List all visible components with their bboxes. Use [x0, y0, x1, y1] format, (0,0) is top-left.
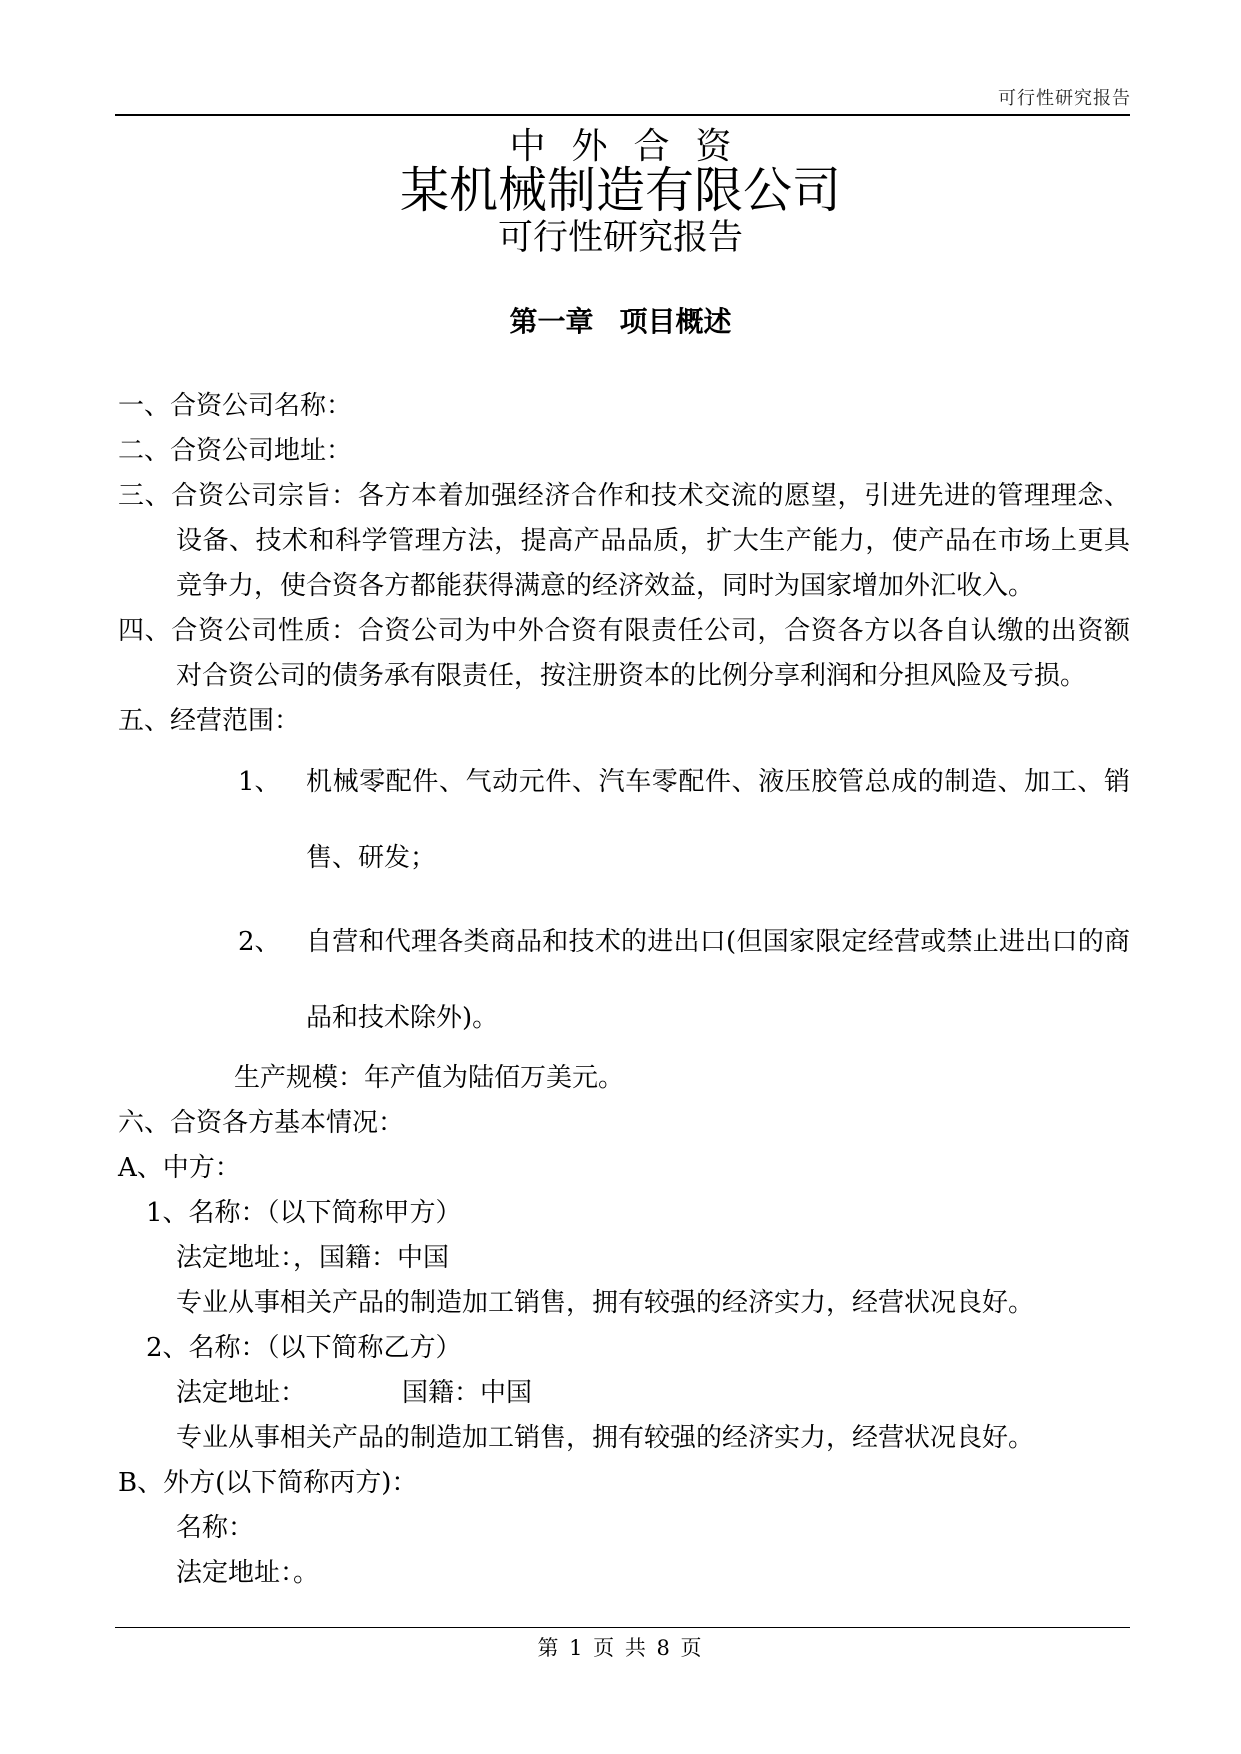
- footer-rule: [115, 1627, 1130, 1628]
- party-2-name: 2、名称：（以下简称乙方）: [146, 1333, 462, 1363]
- document-body: [118, 384, 1130, 1596]
- scope-item-text: 自营和代理各类商品和技术的进出口(但国家限定经营或禁止进出口的商品和技术除外)。: [306, 927, 1130, 1033]
- section-4: 四、合资公司性质：合资公司为中外合资有限责任公司，合资各方以各自认缴的出资额对合资公司的债务承有限责任，按注册资本的比例分享利润和分担风险及亏损。: [118, 616, 1130, 691]
- chapter-heading: [0, 300, 1241, 340]
- page-number: 第 1 页 共 8 页: [537, 1636, 704, 1660]
- running-header: 可行性研究报告: [998, 88, 1131, 109]
- scope-item: [118, 904, 1130, 1056]
- section-6: 六、合资各方基本情况：: [118, 1108, 405, 1138]
- party-2-address: [118, 1371, 1130, 1416]
- party-2-nationality: 国籍：中国: [402, 1378, 533, 1408]
- party-b-label: B、外方(以下简称丙方)：: [118, 1468, 418, 1498]
- production-scale: 生产规模：年产值为陆佰万美元。: [234, 1063, 625, 1093]
- chapter-number: 第一章: [509, 305, 594, 338]
- scope-item-number: 1、: [238, 767, 281, 797]
- scope-item-number: 2、: [238, 927, 281, 957]
- section-5: 五、经营范围：: [118, 706, 301, 736]
- scope-item: [118, 744, 1130, 896]
- party-3-address: 法定地址：。: [176, 1558, 320, 1588]
- chapter-name: 项目概述: [619, 305, 732, 338]
- title-line-1: 中外合资: [509, 126, 758, 167]
- party-2-address-label: 法定地址：: [176, 1378, 307, 1408]
- party-1-description: 专业从事相关产品的制造加工销售，拥有较强的经济实力，经营状况良好。: [176, 1288, 1035, 1318]
- party-3-name: 名称：: [176, 1513, 255, 1543]
- header-rule: [115, 114, 1130, 116]
- party-1-name: 1、名称：（以下简称甲方）: [146, 1198, 462, 1228]
- party-2-description: 专业从事相关产品的制造加工销售，拥有较强的经济实力，经营状况良好。: [176, 1423, 1035, 1453]
- party-1-address: 法定地址：，国籍：中国: [176, 1243, 450, 1273]
- title-line-2: 某机械制造有限公司: [399, 162, 841, 219]
- title-line-3: 可行性研究报告: [497, 218, 743, 258]
- section-2: 二、合资公司地址：: [118, 436, 353, 466]
- party-a-label: A、中方：: [118, 1153, 241, 1183]
- section-3: 三、合资公司宗旨：各方本着加强经济合作和技术交流的愿望，引进先进的管理理念、设备、技术和科学管理方法，提高产品品质，扩大生产能力，使产品在市场上更具竞争力，使合资各方都能获得满意的经济效益，同时为国家增加外汇收入。: [118, 481, 1130, 601]
- section-1: 一、合资公司名称：: [118, 391, 353, 421]
- scope-item-text: 机械零配件、气动元件、汽车零配件、液压胶管总成的制造、加工、销售、研发；: [306, 767, 1130, 873]
